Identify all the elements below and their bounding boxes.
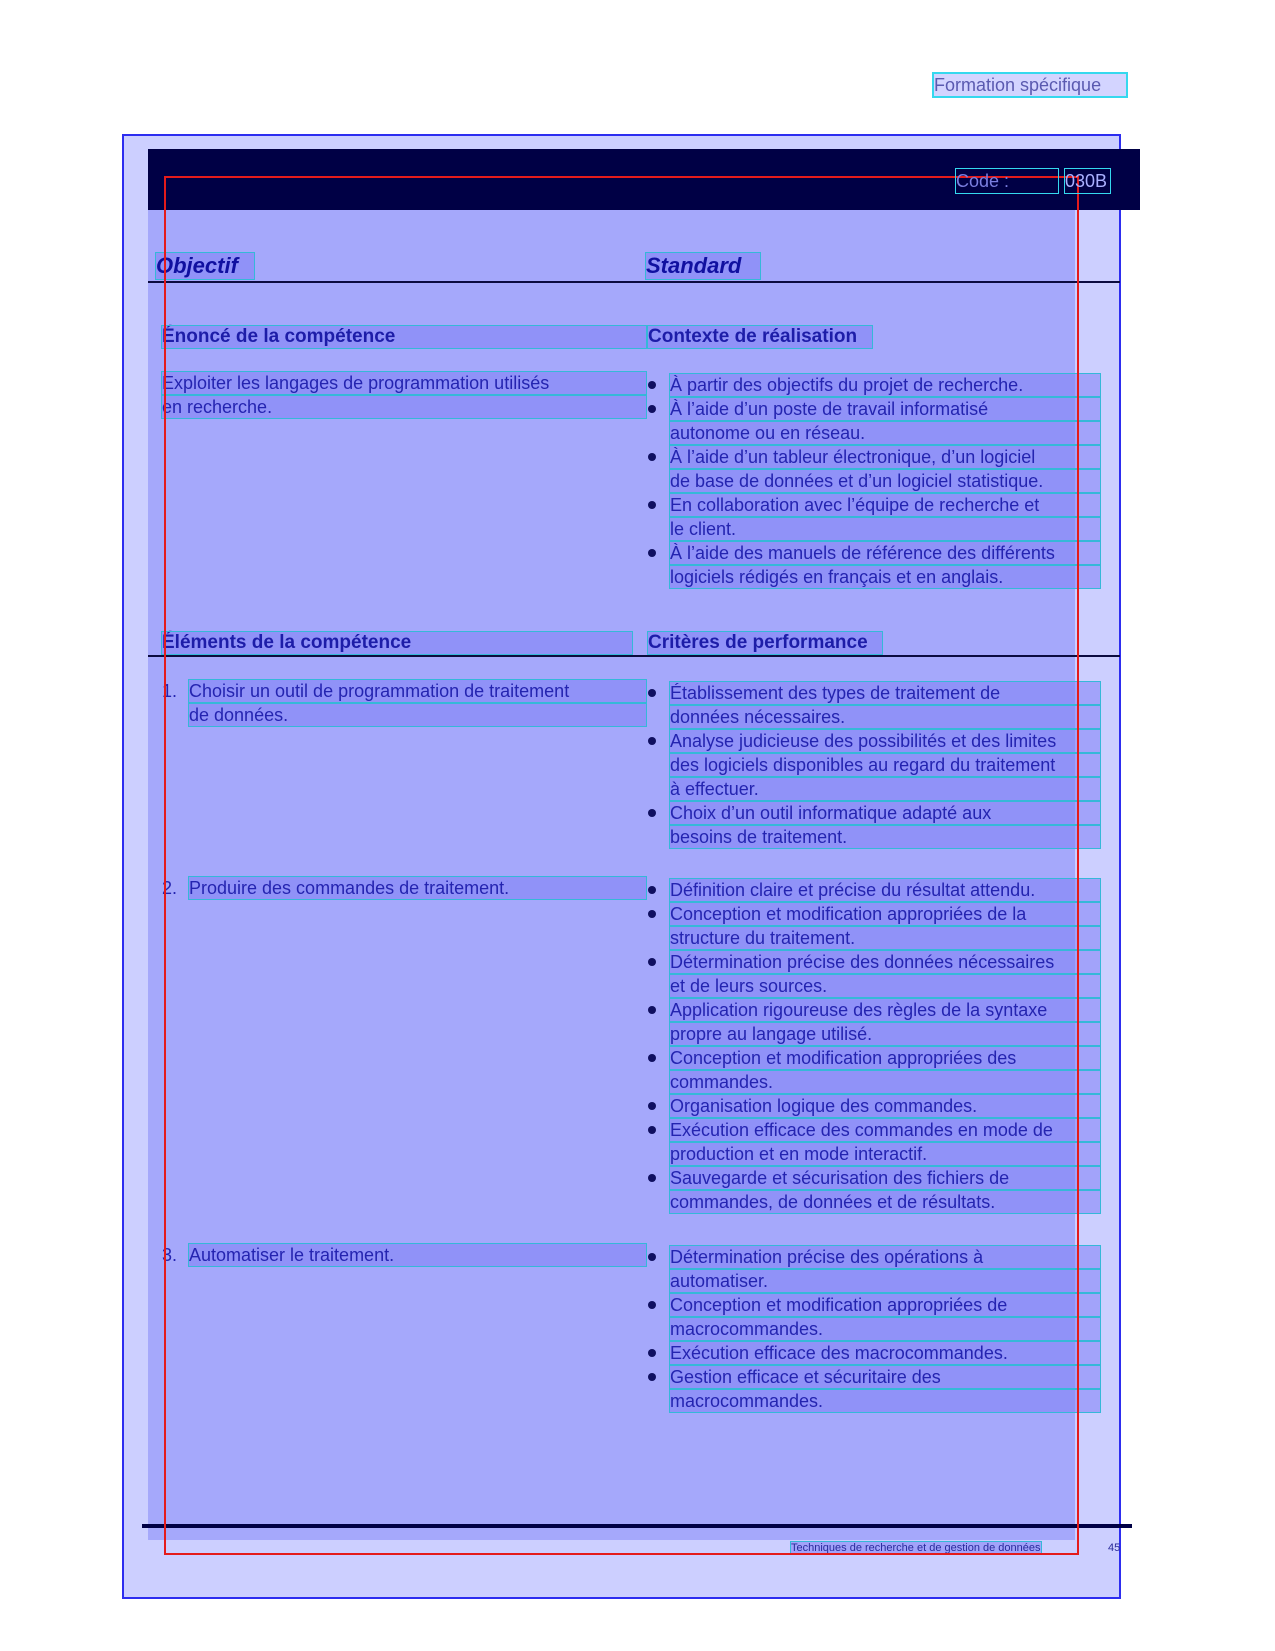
- critere-line: Choix d’un outil informatique adapté aux: [670, 802, 1100, 824]
- contexte-line: À l’aide des manuels de référence des différents: [670, 542, 1100, 564]
- bullet-icon: [648, 381, 656, 389]
- element-number: 2.: [162, 878, 178, 898]
- critere-line: Sauvegarde et sécurisation des fichiers de: [670, 1167, 1100, 1189]
- critere-line: Organisation logique des commandes.: [670, 1095, 1100, 1117]
- element-line: Produire des commandes de traitement.: [189, 877, 646, 899]
- critere-line: propre au langage utilisé.: [670, 1023, 1100, 1045]
- bullet-icon: [648, 1054, 656, 1062]
- contexte-line: À partir des objectifs du projet de recherche.: [670, 374, 1100, 396]
- section-label: Formation spécifique: [934, 74, 1126, 96]
- critere-line: structure du traitement.: [670, 927, 1100, 949]
- critere-line: Conception et modification appropriées des: [670, 1047, 1100, 1069]
- bullet-icon: [648, 1373, 656, 1381]
- critere-line: Détermination précise des opérations à: [670, 1246, 1100, 1268]
- footer-rule: [142, 1524, 1132, 1528]
- critere-line: des logiciels disponibles au regard du traitement: [670, 754, 1100, 776]
- bullet-icon: [648, 689, 656, 697]
- critere-line: Exécution efficace des macrocommandes.: [670, 1342, 1100, 1364]
- footer-page: 45: [1108, 1542, 1121, 1554]
- critere-line: Conception et modification appropriées de la: [670, 903, 1100, 925]
- critere-line: Analyse judicieuse des possibilités et des limites: [670, 730, 1100, 752]
- critere-line: et de leurs sources.: [670, 975, 1100, 997]
- critere-line: commandes, de données et de résultats.: [670, 1191, 1100, 1213]
- critere-line: Détermination précise des données nécessaires: [670, 951, 1100, 973]
- element-number: 1.: [162, 681, 178, 701]
- bullet-icon: [648, 1126, 656, 1134]
- contexte-line: À l’aide d’un tableur électronique, d’un logiciel: [670, 446, 1100, 468]
- bullet-icon: [648, 549, 656, 557]
- enonce-title: Énoncé de la compétence: [162, 326, 646, 348]
- critere-line: Définition claire et précise du résultat attendu.: [670, 879, 1100, 901]
- bullet-icon: [648, 886, 656, 894]
- bullet-icon: [648, 501, 656, 509]
- element-line: Automatiser le traitement.: [189, 1244, 646, 1266]
- critere-line: besoins de traitement.: [670, 826, 1100, 848]
- bullet-icon: [648, 958, 656, 966]
- standard-heading: Standard: [646, 253, 760, 279]
- bullet-icon: [648, 1301, 656, 1309]
- elements-title: Éléments de la compétence: [162, 632, 632, 654]
- enonce-line: Exploiter les langages de programmation utilisés: [162, 372, 646, 394]
- bullet-icon: [648, 453, 656, 461]
- critere-line: Application rigoureuse des règles de la syntaxe: [670, 999, 1100, 1021]
- heading-rule: [148, 281, 1120, 283]
- critere-line: Établissement des types de traitement de: [670, 682, 1100, 704]
- contexte-line: le client.: [670, 518, 1100, 540]
- element-line: de données.: [189, 704, 646, 726]
- critere-line: macrocommandes.: [670, 1318, 1100, 1340]
- critere-line: Conception et modification appropriées de: [670, 1294, 1100, 1316]
- critere-line: automatiser.: [670, 1270, 1100, 1292]
- critere-line: macrocommandes.: [670, 1390, 1100, 1412]
- bullet-icon: [648, 737, 656, 745]
- element-number: 3.: [162, 1245, 178, 1265]
- element-line: Choisir un outil de programmation de traitement: [189, 680, 646, 702]
- code-label: Code :: [956, 169, 1058, 193]
- critere-line: production et en mode interactif.: [670, 1143, 1100, 1165]
- code-value: 030B: [1065, 169, 1110, 193]
- critere-line: Exécution efficace des commandes en mode de: [670, 1119, 1100, 1141]
- objectif-heading: Objectif: [156, 253, 254, 279]
- footer-program: Techniques de recherche et de gestion de données: [791, 1542, 1041, 1554]
- contexte-title: Contexte de réalisation: [648, 326, 872, 348]
- contexte-line: de base de données et d’un logiciel statistique.: [670, 470, 1100, 492]
- contexte-line: À l’aide d’un poste de travail informatisé: [670, 398, 1100, 420]
- bullet-icon: [648, 1006, 656, 1014]
- contexte-line: logiciels rédigés en français et en anglais.: [670, 566, 1100, 588]
- contexte-line: autonome ou en réseau.: [670, 422, 1100, 444]
- contexte-line: En collaboration avec l’équipe de recherche et: [670, 494, 1100, 516]
- elements-rule: [148, 655, 1120, 657]
- critere-line: à effectuer.: [670, 778, 1100, 800]
- bullet-icon: [648, 405, 656, 413]
- criteres-title: Critères de performance: [648, 632, 882, 654]
- bullet-icon: [648, 809, 656, 817]
- critere-line: commandes.: [670, 1071, 1100, 1093]
- critere-line: données nécessaires.: [670, 706, 1100, 728]
- bullet-icon: [648, 1253, 656, 1261]
- critere-line: Gestion efficace et sécuritaire des: [670, 1366, 1100, 1388]
- enonce-line: en recherche.: [162, 396, 646, 418]
- bullet-icon: [648, 1174, 656, 1182]
- bullet-icon: [648, 1349, 656, 1357]
- footer-text: [791, 1542, 1131, 1555]
- bullet-icon: [648, 1102, 656, 1110]
- bullet-icon: [648, 910, 656, 918]
